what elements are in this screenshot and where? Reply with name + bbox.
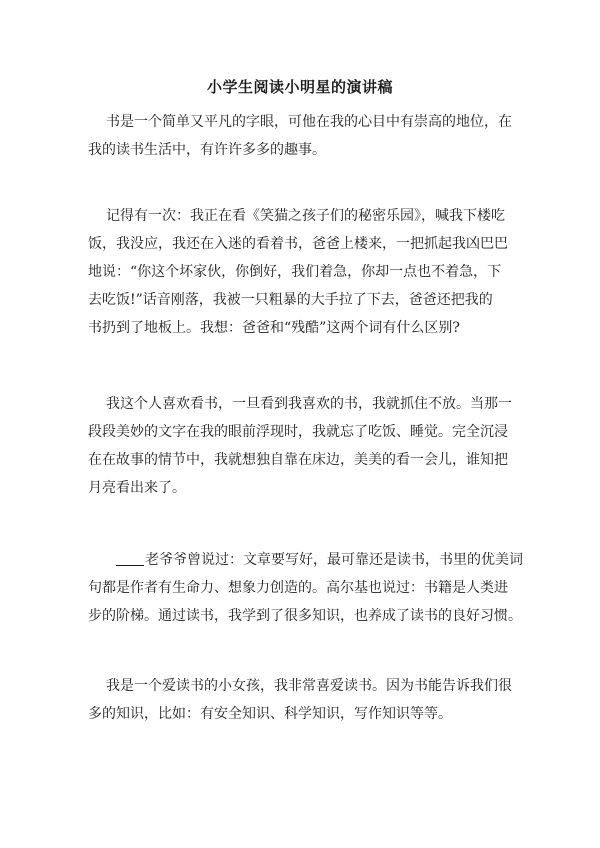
paragraph-line: [88, 546, 523, 574]
paragraph-line: 月亮看出来了。: [88, 480, 186, 496]
paragraph-line: 记得有一次：我正在看《笑猫之孩子们的秘密乐园》，喊我下楼吃: [106, 208, 505, 224]
document-title: 小学生阅读小明星的演讲稿: [206, 78, 393, 96]
paragraph-line: 我的读书生活中，有许许多多的趣事。: [88, 142, 326, 158]
paragraph-line: 多的知识，比如：有安全知识、科学知识，写作知识等等。: [88, 706, 452, 722]
paragraph-line: 步的阶梯。通过读书，我学到了很多知识，也养成了读书的良好习惯。: [88, 608, 522, 624]
paragraph-1: [88, 108, 518, 164]
paragraph-line: 去吃饭!”话音刚落，我被一只粗暴的大手拉了下去，爸爸还把我的: [88, 292, 493, 308]
paragraph-line: 我这个人喜欢看书，一旦看到我喜欢的书，我就抓住不放。当那一: [106, 396, 512, 412]
paragraph-4: [88, 546, 523, 630]
paragraph-line: 在在故事的情节中，我就想独自靠在床边，美美的看一会儿，谁知把: [88, 452, 508, 468]
paragraph-line: 书是一个简单又平凡的字眼，可他在我的心目中有崇高的地位，在: [106, 114, 512, 130]
fill-in-blank: [116, 551, 144, 566]
paragraph-line-text: 老爷爷曾说过：文章要写好，最可靠还是读书，书里的优美词: [145, 552, 523, 568]
paragraph-3: [88, 390, 518, 502]
paragraph-line: 我是一个爱读书的小女孩，我非常喜爱读书。因为书能告诉我们很: [106, 678, 512, 694]
paragraph-2: [88, 202, 518, 342]
paragraph-line: 句都是作者有生命力、想象力创造的。高尔基也说过：书籍是人类进: [88, 580, 508, 596]
paragraph-5: [88, 672, 518, 728]
paragraph-line: 地说：“你这个坏家伙，你倒好，我们着急，你却一点也不着急，下: [88, 264, 502, 280]
paragraph-line: 饭，我没应，我还在入迷的看着书，爸爸上楼来，一把抓起我凶巴巴: [88, 236, 508, 252]
paragraph-line: 段段美妙的文字在我的眼前浮现时，我就忘了吃饭、睡觉。完全沉浸: [88, 424, 508, 440]
paragraph-line: 书扔到了地板上。我想：爸爸和“残酷”这两个词有什么区别?: [88, 320, 460, 336]
